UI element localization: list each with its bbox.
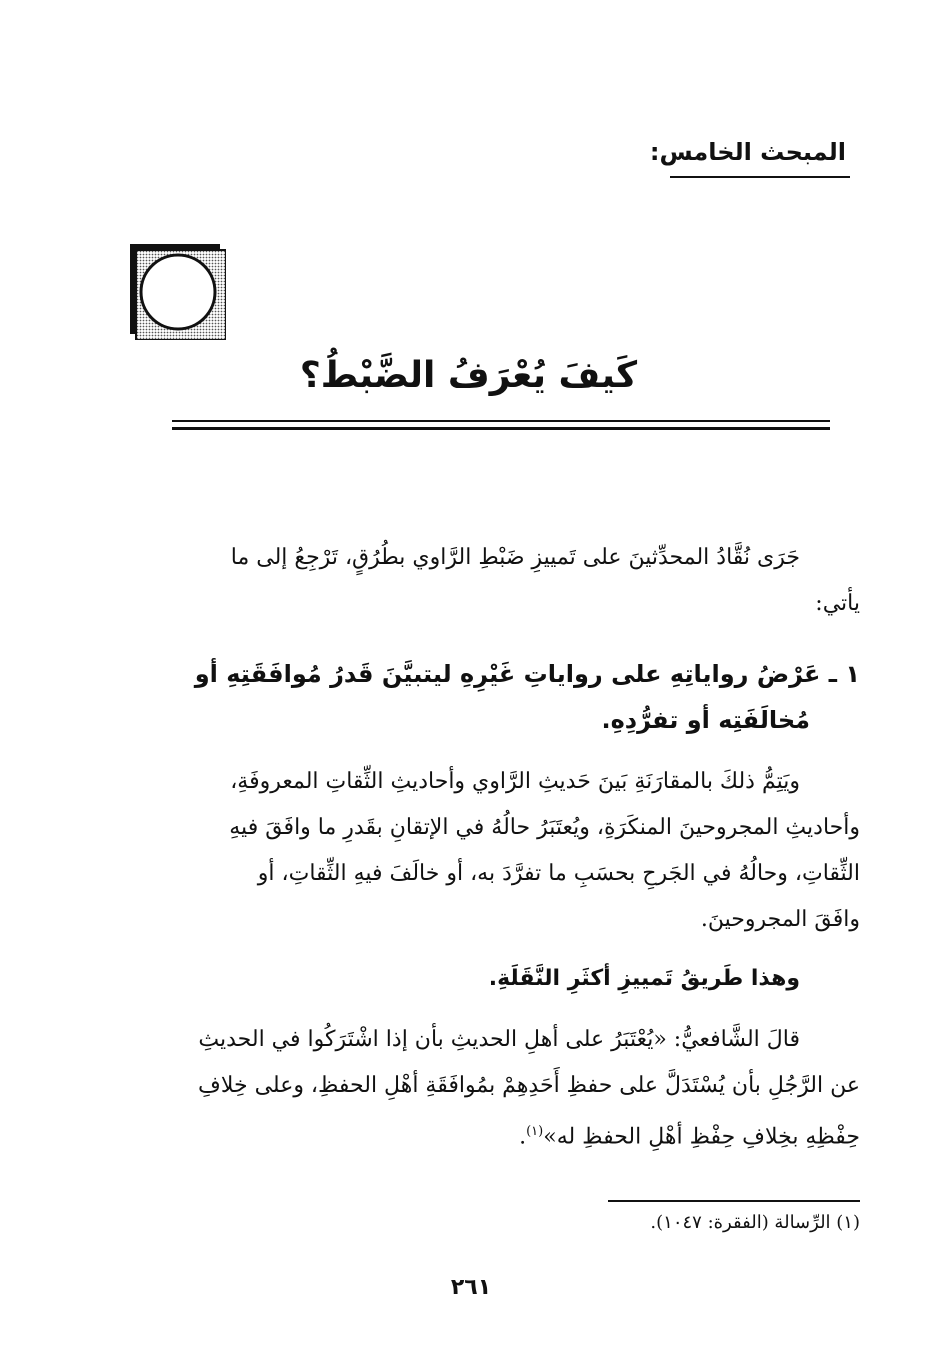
chapter-title: كَيفَ يُعْرَفُ الضَّبْطُ؟ xyxy=(299,355,637,396)
quote-line-last xyxy=(120,1109,860,1160)
section-label-underline xyxy=(670,176,850,178)
quote-line: قالَ الشَّافعيُّ: «يُعْتَبَرُ على أهلِ الحديثِ بأن إذا اشْتَرَكُوا في الحديثِ xyxy=(198,1027,800,1052)
paragraph-line: وافَقَ المجروحينَ. xyxy=(700,907,860,932)
quote-text: حِفْظِهِ بخِلافِ حِفْظِ أهْلِ الحفظِ له» xyxy=(543,1124,860,1150)
page-body xyxy=(120,535,860,1160)
paragraph-line: ويَتِمُّ ذلكَ بالمقارَنَةِ بَينَ حَديثِ الرَّاوي وأحاديثِ الثِّقاتِ المعروفَةِ، xyxy=(230,769,800,794)
item-1-paragraph xyxy=(120,759,860,943)
item-1-heading-line-2: مُخالَفَتِه أو تفرُّدِهِ. xyxy=(601,706,810,734)
shafii-quote xyxy=(120,1017,860,1160)
title-rule-thin xyxy=(172,420,830,422)
quote-line: عن الرَّجُلِ بأن يُسْتَدَلَّ على حفظِ أَحَدِهِمْ بمُوافَقَةِ أهْلِ الحفظِ، وعلى خِلافِ xyxy=(198,1073,860,1098)
title-rule-thick xyxy=(172,427,830,430)
page-number: ٢٦١ xyxy=(450,1275,492,1300)
footnote-separator xyxy=(608,1200,860,1202)
chapter-ornament-icon xyxy=(130,244,226,340)
paragraph-line: وأحاديثِ المجروحينَ المنكَرَةِ، ويُعتَبَرُ حالُهُ في الإتقانِ بقَدرِ ما وافَقَ فيهِ xyxy=(229,815,860,840)
paragraph-line: الثِّقاتِ، وحالُهُ في الجَرحِ بحسَبِ ما تفرَّدَ به، أو خالَفَ فيهِ الثِّقاتِ، أو xyxy=(257,861,860,886)
footnote-reference[interactable]: (١) xyxy=(526,1124,544,1139)
section-label: المبحث الخامس: xyxy=(649,138,846,166)
quote-end-punctuation: . xyxy=(519,1124,527,1150)
intro-line-2: يأتي: xyxy=(815,591,860,616)
footnote-text: (١) الرِّسالة (الفقرة: ١٠٤٧). xyxy=(650,1212,860,1233)
intro-line-1: جَرَى نُقَّادُ المحدِّثينَ على تَمييزِ ضَبْطِ الرَّاوي بطُرُقٍ، تَرْجِعُ إلى ما xyxy=(230,545,800,570)
item-1-heading-line-1: ١ ـ عَرْضُ رواياتِهِ على رواياتِ غَيْرِهِ ليتبيَّنَ قَدرُ مُوافَقَتِهِ أو xyxy=(194,660,860,688)
item-1-subheading: وهذا طَريقُ تَمييزِ أكثَرِ النَّقَلَةِ. xyxy=(488,966,800,991)
